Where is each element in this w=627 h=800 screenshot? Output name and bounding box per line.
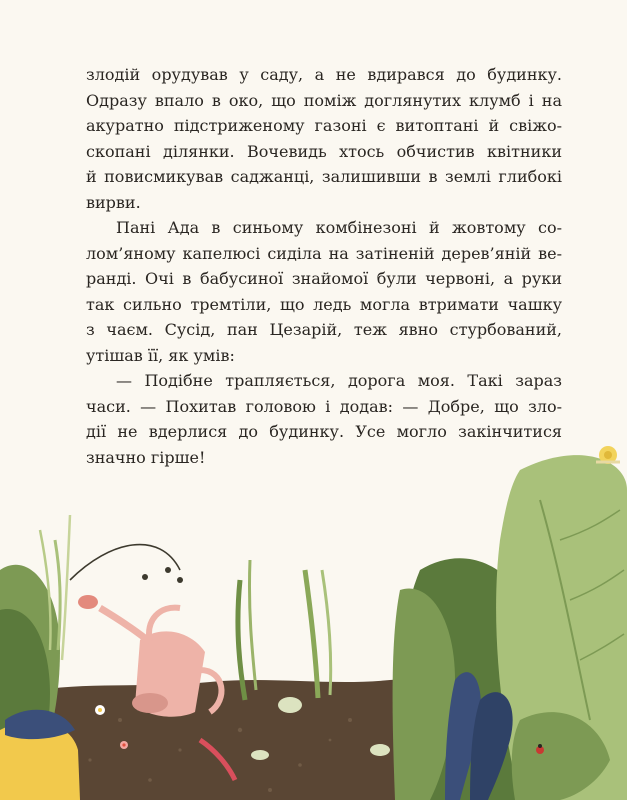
seed bbox=[142, 574, 148, 580]
text-line: вирви. bbox=[86, 192, 141, 212]
text-line: так сильно тремтіли, що ледь могла втримати чашку bbox=[86, 294, 562, 314]
story-text bbox=[86, 62, 562, 470]
garden-illustration bbox=[0, 420, 627, 800]
text-line: й повисмикував саджанці, залишивши в землі глибокі bbox=[86, 167, 562, 186]
text-line: ранді. Очі в бабусиної знайомої були червоні, а руки bbox=[86, 269, 562, 288]
snail-icon bbox=[596, 446, 620, 464]
stem bbox=[70, 545, 180, 580]
text-line: — Подібне трапляється, дорога моя. Такі зараз bbox=[116, 371, 562, 390]
grass-blade bbox=[62, 515, 70, 660]
text-line: акуратно підстриженому газоні є витоптані й свіжо- bbox=[86, 116, 562, 135]
grass-blade bbox=[322, 570, 331, 695]
text-line: значно гірше! bbox=[86, 447, 206, 467]
text-line: Пані Ада в синьому комбінезоні й жовтому со- bbox=[116, 218, 562, 237]
text-line: часи. — Похитав головою і додав: — Добре, що зло- bbox=[86, 396, 562, 416]
text-line: злодій орудував у саду, а не вдирався до будинку. bbox=[86, 65, 562, 84]
grass-blade bbox=[249, 560, 256, 690]
seed bbox=[165, 567, 171, 573]
text-line: лом’яному капелюсі сиділа на затіненій дерев’яній ве- bbox=[86, 243, 562, 263]
text-line: скопані ділянки. Вочевидь хтось обчистив квітники bbox=[86, 141, 562, 161]
text-line: дії не вдерлися до будинку. Усе могло закінчитися bbox=[86, 422, 562, 441]
text-line: утішав її, як умів: bbox=[86, 345, 235, 365]
text-line: з чаєм. Сусід, пан Цезарій, теж явно стурбований, bbox=[86, 320, 562, 339]
grass-blade bbox=[305, 570, 318, 698]
seed bbox=[177, 577, 183, 583]
text-line: Одразу впало в око, що поміж доглянутих клумб і на bbox=[86, 90, 562, 110]
